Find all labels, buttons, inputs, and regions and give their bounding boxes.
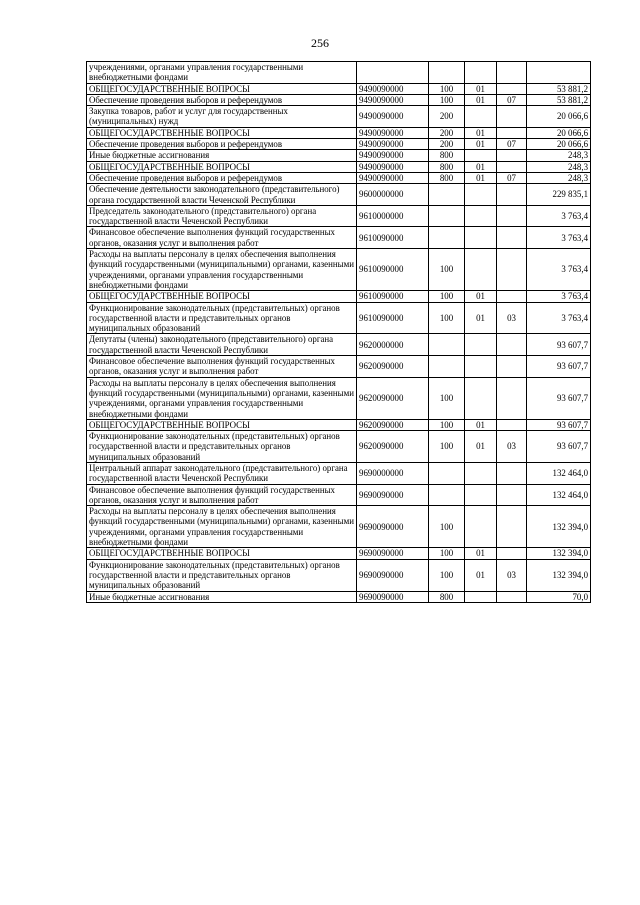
row-code: 9620090000: [357, 431, 429, 463]
row-amount: 3 763,4: [527, 302, 591, 334]
row-expense-type: 800: [429, 150, 465, 161]
row-code: 9610090000: [357, 291, 429, 302]
row-amount: 93 607,7: [527, 377, 591, 419]
row-code: 9490090000: [357, 83, 429, 94]
table-row: [87, 150, 591, 161]
table-row: [87, 94, 591, 105]
row-amount: 132 394,0: [527, 506, 591, 548]
row-code: 9620000000: [357, 334, 429, 356]
row-subsection: [497, 161, 527, 172]
table-row: [87, 227, 591, 249]
row-section: [465, 106, 497, 128]
row-amount: 20 066,6: [527, 106, 591, 128]
row-subsection: [497, 334, 527, 356]
row-amount: 3 763,4: [527, 291, 591, 302]
row-name: ОБЩЕГОСУДАРСТВЕННЫЕ ВОПРОСЫ: [87, 548, 357, 559]
row-section: [465, 377, 497, 419]
table-row: [87, 291, 591, 302]
budget-table: [86, 61, 591, 603]
row-code: 9610090000: [357, 249, 429, 291]
row-code: 9490090000: [357, 150, 429, 161]
row-expense-type: [429, 484, 465, 506]
row-code: 9490090000: [357, 127, 429, 138]
row-name: Финансовое обеспечение выполнения функций государственных органов, оказания услуг и выполнения работ: [87, 227, 357, 249]
row-subsection: [497, 184, 527, 206]
row-expense-type: 800: [429, 161, 465, 172]
row-name: Центральный аппарат законодательного (представительного) органа государственной власти Чеченской Республики: [87, 462, 357, 484]
row-amount: [527, 62, 591, 84]
row-expense-type: [429, 184, 465, 206]
row-code: 9690000000: [357, 462, 429, 484]
row-subsection: [497, 62, 527, 84]
table-row: [87, 591, 591, 602]
row-section: [465, 62, 497, 84]
row-section: [465, 591, 497, 602]
row-amount: 229 835,1: [527, 184, 591, 206]
row-name: Финансовое обеспечение выполнения функций государственных органов, оказания услуг и выполнения работ: [87, 484, 357, 506]
row-code: 9490090000: [357, 106, 429, 128]
row-subsection: [497, 127, 527, 138]
table-row: [87, 462, 591, 484]
table-row: [87, 377, 591, 419]
row-code: 9690090000: [357, 559, 429, 591]
row-section: [465, 334, 497, 356]
row-code: 9620090000: [357, 377, 429, 419]
table-body: [87, 62, 591, 603]
row-amount: 70,0: [527, 591, 591, 602]
row-section: 01: [465, 302, 497, 334]
row-expense-type: 100: [429, 431, 465, 463]
row-name: Расходы на выплаты персоналу в целях обеспечения выполнения функций государственными (муниципальными) органами, казенными учреждениями, органами управления государственными внебюджетными фондами: [87, 249, 357, 291]
row-subsection: [497, 227, 527, 249]
row-subsection: [497, 548, 527, 559]
row-subsection: [497, 377, 527, 419]
row-name: Обеспечение проведения выборов и референдумов: [87, 172, 357, 183]
row-expense-type: 100: [429, 419, 465, 430]
row-expense-type: 100: [429, 291, 465, 302]
row-name: ОБЩЕГОСУДАРСТВЕННЫЕ ВОПРОСЫ: [87, 127, 357, 138]
row-name: Обеспечение деятельности законодательного (представительного) органа государственной власти Чеченской Республики: [87, 184, 357, 206]
row-name: Финансовое обеспечение выполнения функций государственных органов, оказания услуг и выполнения работ: [87, 356, 357, 378]
row-name: Расходы на выплаты персоналу в целях обеспечения выполнения функций государственными (муниципальными) органами, казенными учреждениями, органами управления государственными внебюджетными фондами: [87, 506, 357, 548]
row-subsection: [497, 419, 527, 430]
row-amount: 248,3: [527, 150, 591, 161]
row-amount: 3 763,4: [527, 205, 591, 227]
row-code: 9490090000: [357, 94, 429, 105]
row-expense-type: 200: [429, 127, 465, 138]
row-amount: 248,3: [527, 172, 591, 183]
row-subsection: [497, 506, 527, 548]
row-amount: 20 066,6: [527, 139, 591, 150]
row-code: 9690090000: [357, 506, 429, 548]
row-code: 9490090000: [357, 161, 429, 172]
row-section: 01: [465, 559, 497, 591]
row-subsection: [497, 249, 527, 291]
row-subsection: [497, 484, 527, 506]
row-section: [465, 184, 497, 206]
row-name: учреждениями, органами управления государственными внебюджетными фондами: [87, 62, 357, 84]
row-section: 01: [465, 431, 497, 463]
row-expense-type: 100: [429, 94, 465, 105]
row-amount: 132 464,0: [527, 484, 591, 506]
row-name: Расходы на выплаты персоналу в целях обеспечения выполнения функций государственными (муниципальными) органами, казенными учреждениями, органами управления государственными внебюджетными фондами: [87, 377, 357, 419]
row-section: [465, 205, 497, 227]
row-code: 9490090000: [357, 139, 429, 150]
row-code: 9490090000: [357, 172, 429, 183]
row-name: ОБЩЕГОСУДАРСТВЕННЫЕ ВОПРОСЫ: [87, 291, 357, 302]
row-expense-type: 800: [429, 172, 465, 183]
row-subsection: [497, 291, 527, 302]
row-subsection: 07: [497, 94, 527, 105]
row-amount: 20 066,6: [527, 127, 591, 138]
row-section: 01: [465, 419, 497, 430]
row-amount: 3 763,4: [527, 249, 591, 291]
row-expense-type: 100: [429, 506, 465, 548]
row-subsection: [497, 150, 527, 161]
row-expense-type: [429, 462, 465, 484]
row-code: 9620090000: [357, 356, 429, 378]
row-section: [465, 506, 497, 548]
row-code: 9690090000: [357, 591, 429, 602]
row-amount: 248,3: [527, 161, 591, 172]
row-name: Обеспечение проведения выборов и референдумов: [87, 139, 357, 150]
row-subsection: [497, 106, 527, 128]
row-amount: 93 607,7: [527, 356, 591, 378]
table-row: [87, 139, 591, 150]
row-name: ОБЩЕГОСУДАРСТВЕННЫЕ ВОПРОСЫ: [87, 161, 357, 172]
row-amount: 93 607,7: [527, 431, 591, 463]
row-expense-type: 100: [429, 377, 465, 419]
row-amount: 132 464,0: [527, 462, 591, 484]
row-name: ОБЩЕГОСУДАРСТВЕННЫЕ ВОПРОСЫ: [87, 419, 357, 430]
row-expense-type: 100: [429, 83, 465, 94]
row-name: Обеспечение проведения выборов и референдумов: [87, 94, 357, 105]
table-row: [87, 184, 591, 206]
table-row: [87, 431, 591, 463]
row-name: Функционирование законодательных (представительных) органов государственной власти и представительных органов муниципальных образований: [87, 559, 357, 591]
row-name: Функционирование законодательных (представительных) органов государственной власти и представительных органов муниципальных образований: [87, 431, 357, 463]
table-row: [87, 83, 591, 94]
row-subsection: [497, 462, 527, 484]
row-expense-type: 200: [429, 139, 465, 150]
row-name: Иные бюджетные ассигнования: [87, 150, 357, 161]
row-subsection: 03: [497, 431, 527, 463]
row-section: [465, 150, 497, 161]
row-section: [465, 484, 497, 506]
row-expense-type: [429, 62, 465, 84]
row-amount: 53 881,2: [527, 94, 591, 105]
row-section: [465, 227, 497, 249]
table-row: [87, 334, 591, 356]
row-code: 9610090000: [357, 227, 429, 249]
table-row: [87, 249, 591, 291]
row-name: ОБЩЕГОСУДАРСТВЕННЫЕ ВОПРОСЫ: [87, 83, 357, 94]
row-code: 9690090000: [357, 484, 429, 506]
row-section: 01: [465, 94, 497, 105]
row-amount: 93 607,7: [527, 419, 591, 430]
row-subsection: [497, 591, 527, 602]
row-amount: 93 607,7: [527, 334, 591, 356]
row-subsection: [497, 83, 527, 94]
row-section: 01: [465, 161, 497, 172]
row-amount: 132 394,0: [527, 548, 591, 559]
table-row: [87, 106, 591, 128]
table-row: [87, 506, 591, 548]
row-name: Закупка товаров, работ и услуг для государственных (муниципальных) нужд: [87, 106, 357, 128]
row-section: [465, 356, 497, 378]
row-subsection: 03: [497, 302, 527, 334]
table-row: [87, 559, 591, 591]
row-amount: 3 763,4: [527, 227, 591, 249]
row-code: 9610090000: [357, 302, 429, 334]
row-name: Председатель законодательного (представительного) органа государственной власти Чеченской Республики: [87, 205, 357, 227]
table-row: [87, 356, 591, 378]
table-row: [87, 302, 591, 334]
row-expense-type: 100: [429, 548, 465, 559]
row-name: Иные бюджетные ассигнования: [87, 591, 357, 602]
row-name: Депутаты (члены) законодательного (представительного) органа государственной власти Чеченской Республики: [87, 334, 357, 356]
row-expense-type: [429, 334, 465, 356]
table-row: [87, 127, 591, 138]
row-code: 9620090000: [357, 419, 429, 430]
row-section: [465, 249, 497, 291]
row-expense-type: 100: [429, 249, 465, 291]
table-row: [87, 172, 591, 183]
row-expense-type: 200: [429, 106, 465, 128]
row-subsection: 07: [497, 172, 527, 183]
row-amount: 53 881,2: [527, 83, 591, 94]
row-section: 01: [465, 291, 497, 302]
row-subsection: 03: [497, 559, 527, 591]
row-expense-type: 800: [429, 591, 465, 602]
row-amount: 132 394,0: [527, 559, 591, 591]
table-row: [87, 484, 591, 506]
row-expense-type: 100: [429, 559, 465, 591]
table-row: [87, 62, 591, 84]
row-code: 9600000000: [357, 184, 429, 206]
row-expense-type: [429, 356, 465, 378]
row-subsection: 07: [497, 139, 527, 150]
row-section: 01: [465, 548, 497, 559]
row-section: 01: [465, 127, 497, 138]
table-row: [87, 419, 591, 430]
page-number: 256: [311, 36, 329, 50]
table-row: [87, 205, 591, 227]
table-row: [87, 548, 591, 559]
row-code: 9610000000: [357, 205, 429, 227]
table-row: [87, 161, 591, 172]
row-section: 01: [465, 139, 497, 150]
row-expense-type: [429, 205, 465, 227]
row-section: 01: [465, 172, 497, 183]
row-name: Функционирование законодательных (представительных) органов государственной власти и представительных органов муниципальных образований: [87, 302, 357, 334]
row-expense-type: 100: [429, 302, 465, 334]
row-section: 01: [465, 83, 497, 94]
row-expense-type: [429, 227, 465, 249]
row-subsection: [497, 205, 527, 227]
row-subsection: [497, 356, 527, 378]
row-code: 9690090000: [357, 548, 429, 559]
row-code: [357, 62, 429, 84]
row-section: [465, 462, 497, 484]
